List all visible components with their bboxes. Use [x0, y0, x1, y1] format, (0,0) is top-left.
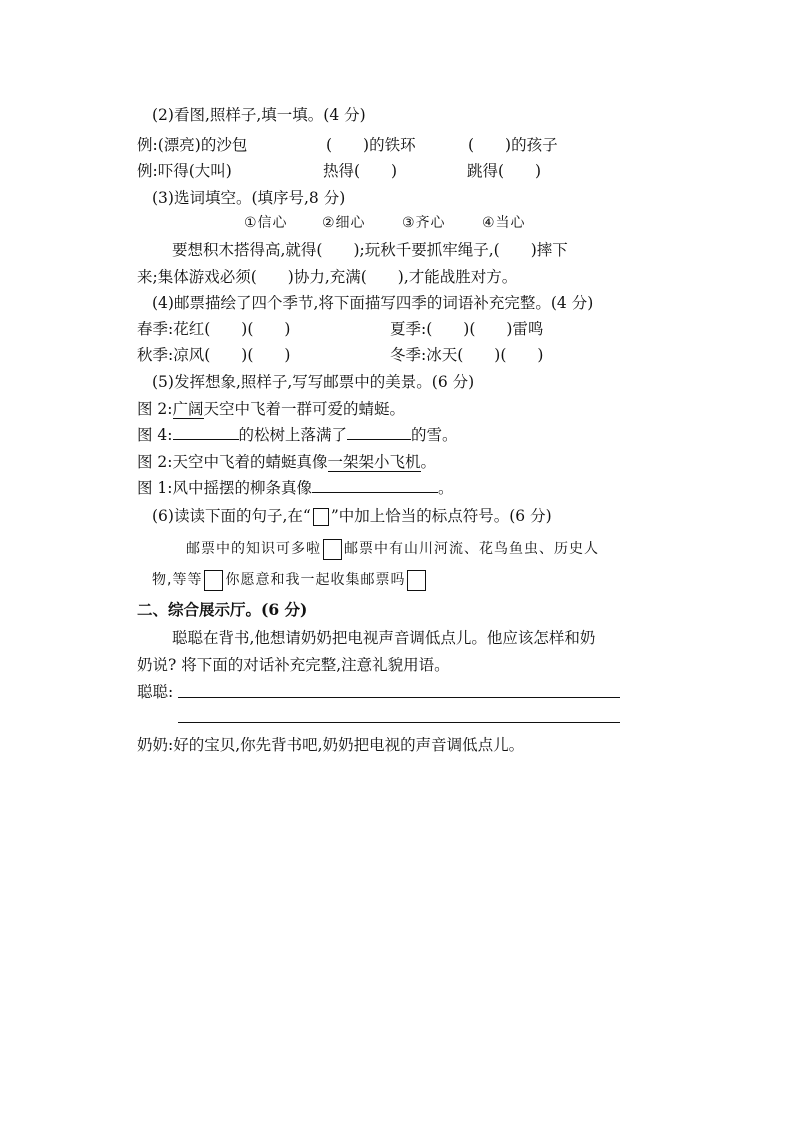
section2-para-2: 奶说? 将下面的对话补充完整,注意礼貌用语。 — [137, 656, 450, 674]
q5-fill1-blank-1[interactable] — [173, 425, 239, 440]
q2-row2-example: 例:吓得(大叫) — [137, 162, 232, 180]
q5-fill2-blank[interactable] — [312, 478, 438, 493]
q5-ex1-rest: 天空中飞着一群可爱的蜻蜓。 — [203, 400, 406, 418]
q6-line2-b: 你愿意和我一起收集邮票吗 — [225, 572, 406, 588]
q6-sentence-2 — [152, 568, 428, 592]
q6-answer-box-1[interactable] — [323, 539, 342, 560]
section2-title: 二、综合展示厅。(6 分) — [137, 600, 308, 619]
q4-title: (4)邮票描绘了四个季节,将下面描写四季的词语补充完整。(4 分) — [152, 294, 594, 312]
q6-line2-a: 物,等等 — [152, 572, 203, 588]
q6-answer-box-2[interactable] — [204, 570, 223, 591]
q6-line1-a: 邮票中的知识可多啦 — [186, 541, 321, 557]
q6-sentence-1 — [186, 537, 599, 561]
q3-option-3: ③齐心 — [402, 215, 446, 231]
q2-row2-b: 热得( ) — [323, 162, 398, 180]
q5-ex1-underlined: 广阔 — [172, 400, 204, 418]
q5-ex2-end: 。 — [420, 453, 437, 471]
q5-fill-2 — [137, 478, 454, 498]
nainai-line: 奶奶:好的宝贝,你先背书吧,奶奶把电视的声音调低点儿。 — [137, 736, 525, 754]
congcong-label: 聪聪: — [137, 683, 174, 701]
q6-title — [152, 506, 552, 526]
q2-row1-b: ( )的铁环 — [326, 136, 416, 154]
congcong-answer-line-2[interactable] — [178, 722, 620, 723]
q6-title-b: ”中加上恰当的标点符号。(6 分) — [330, 507, 552, 525]
section2-para-1: 聪聪在背书,他想请奶奶把电视声音调低点儿。他应该怎样和奶 — [172, 629, 596, 647]
q4-spring: 春季:花红( )( ) — [137, 320, 291, 338]
q4-winter: 冬季:冰天( )( ) — [390, 346, 544, 364]
q5-fill2-prefix: 图 1:风中摇摆的柳条真像 — [137, 479, 313, 497]
q5-ex2-underlined: 一架架小飞机 — [327, 453, 421, 471]
q5-fill-1 — [137, 425, 458, 445]
q5-fill1-blank-2[interactable] — [347, 425, 411, 440]
q2-row1-example: 例:(漂亮)的沙包 — [137, 136, 248, 154]
q5-ex2-prefix: 图 2:天空中飞着的蜻蜓真像 — [137, 453, 328, 471]
q3-option-2: ②细心 — [322, 215, 366, 231]
q3-line-2: 来;集体游戏必须( )协力,充满( ),才能战胜对方。 — [137, 268, 518, 286]
q5-fill2-end: 。 — [438, 479, 454, 497]
q6-title-a: (6)读读下面的句子,在“ — [152, 507, 311, 525]
q4-autumn: 秋季:凉风( )( ) — [137, 346, 291, 364]
q4-summer: 夏季:( )( )雷鸣 — [390, 320, 544, 338]
q3-option-4: ④当心 — [482, 215, 526, 231]
q5-example-2 — [137, 452, 436, 472]
q3-title: (3)选词填空。(填序号,8 分) — [152, 189, 346, 207]
q5-fill1-end: 的雪。 — [411, 426, 458, 444]
q5-ex1-prefix: 图 2: — [137, 400, 173, 418]
q6-line1-b: 邮票中有山川河流、花鸟鱼虫、历史人 — [344, 541, 599, 557]
q5-fill1-mid: 的松树上落满了 — [238, 426, 348, 444]
congcong-answer-line-1[interactable] — [178, 697, 620, 698]
q2-row2-c: 跳得( ) — [467, 162, 542, 180]
q5-example-1 — [137, 399, 405, 419]
q2-title: (2)看图,照样子,填一填。(4 分) — [152, 106, 366, 124]
q6-title-box — [313, 508, 329, 526]
q6-answer-box-3[interactable] — [407, 570, 426, 591]
q5-title: (5)发挥想象,照样子,写写邮票中的美景。(6 分) — [152, 373, 475, 391]
q3-option-1: ①信心 — [244, 215, 288, 231]
q3-line-1: 要想积木搭得高,就得( );玩秋千要抓牢绳子,( )摔下 — [172, 241, 568, 259]
q5-fill1-prefix: 图 4: — [137, 426, 173, 444]
q2-row1-c: ( )的孩子 — [468, 136, 558, 154]
